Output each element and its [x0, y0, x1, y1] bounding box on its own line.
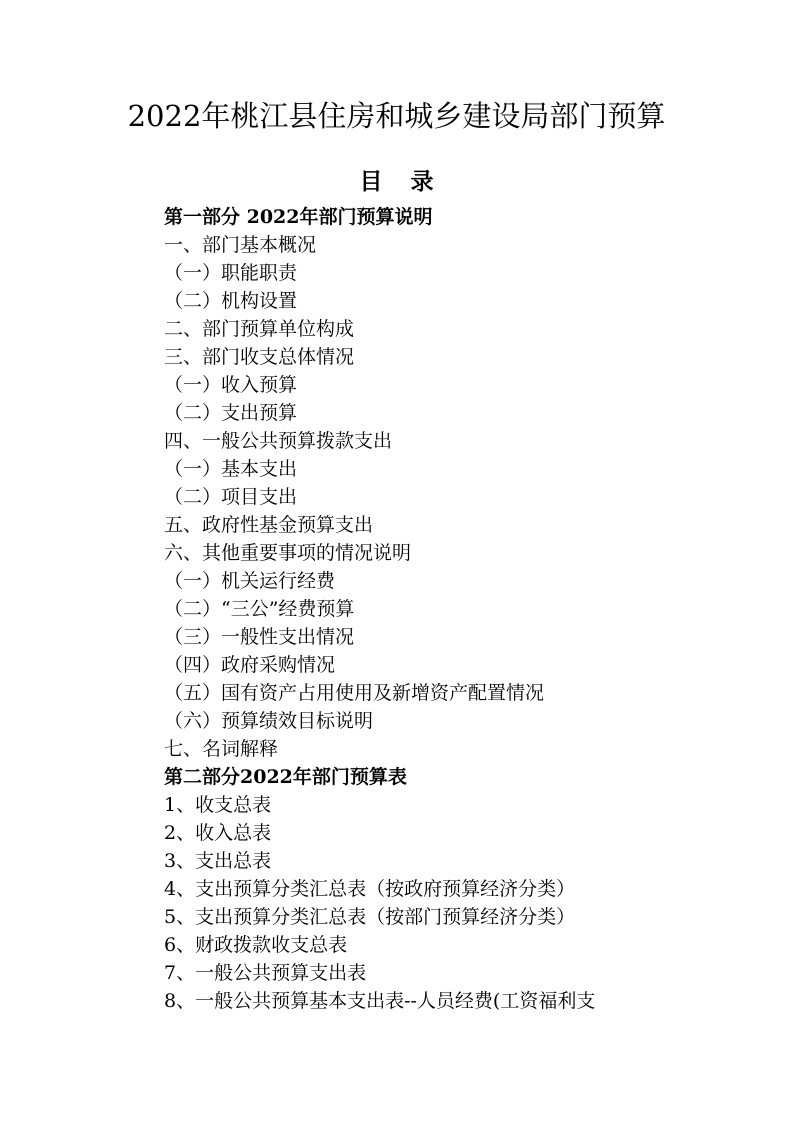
- toc-item: 七、名词解释: [164, 738, 279, 760]
- document-title: 2022年桃江县住房和城乡建设局部门预算: [127, 99, 666, 133]
- toc-subitem: （一）收入预算: [164, 374, 298, 396]
- toc-item: 六、其他重要事项的情况说明: [164, 542, 412, 564]
- toc-part-heading: 第一部分 2022年部门预算说明: [164, 206, 433, 228]
- toc-subitem: （五）国有资产占用使用及新增资产配置情况: [164, 682, 545, 704]
- toc-subitem: （二）“三公”经费预算: [164, 598, 355, 620]
- toc-heading: 目 录: [359, 168, 444, 195]
- toc-subitem: （六）预算绩效目标说明: [164, 710, 374, 732]
- toc-subitem: （四）政府采购情况: [164, 654, 336, 676]
- toc-item: 二、部门预算单位构成: [164, 318, 355, 340]
- toc-subitem: （三）一般性支出情况: [164, 626, 355, 648]
- toc-subitem: （一）基本支出: [164, 458, 298, 480]
- toc-item: 一、部门基本概况: [164, 234, 317, 256]
- toc-item: 8、一般公共预算基本支出表--人员经费(工资福利支: [164, 990, 596, 1012]
- toc-item: 四、一般公共预算拨款支出: [164, 430, 393, 452]
- toc-part-heading: 第二部分2022年部门预算表: [164, 766, 407, 788]
- toc-item: 7、一般公共预算支出表: [164, 962, 367, 984]
- table-of-contents: [164, 203, 764, 1015]
- toc-subitem: （一）职能职责: [164, 262, 298, 284]
- toc-subitem: （二）机构设置: [164, 290, 298, 312]
- toc-item: 5、支出预算分类汇总表（按部门预算经济分类）: [164, 906, 576, 928]
- toc-subitem: （一）机关运行经费: [164, 570, 336, 592]
- toc-item: 2、收入总表: [164, 822, 272, 844]
- toc-subitem: （二）支出预算: [164, 402, 298, 424]
- toc-item: 3、支出总表: [164, 850, 272, 872]
- toc-item: 三、部门收支总体情况: [164, 346, 355, 368]
- toc-subitem: （二）项目支出: [164, 486, 298, 508]
- toc-item: 6、财政拨款收支总表: [164, 934, 348, 956]
- toc-item: 五、政府性基金预算支出: [164, 514, 374, 536]
- toc-item: 4、支出预算分类汇总表（按政府预算经济分类）: [164, 878, 576, 900]
- toc-item: 1、收支总表: [164, 794, 272, 816]
